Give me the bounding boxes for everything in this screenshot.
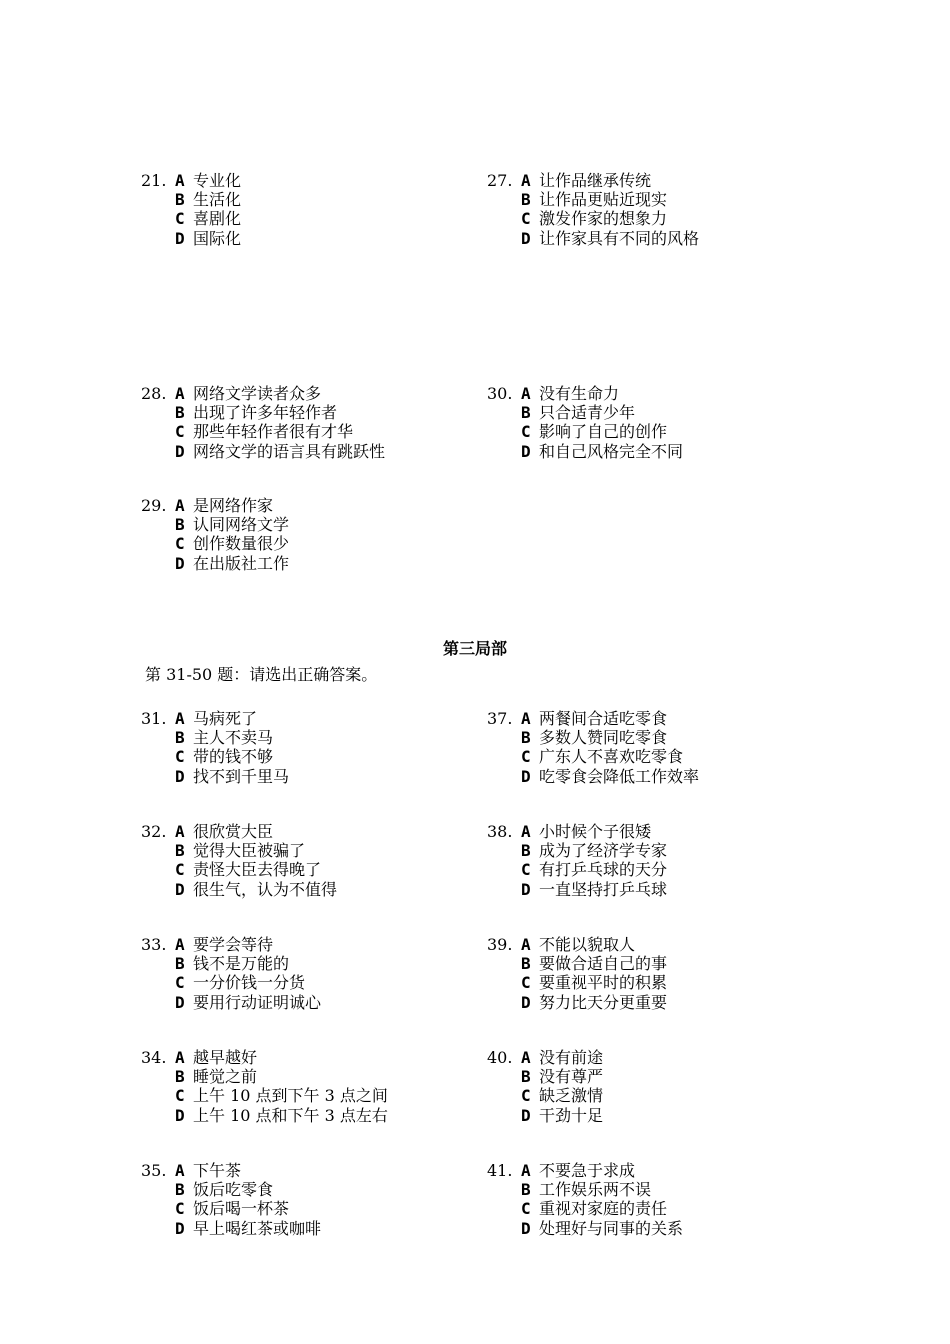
option-row — [487, 747, 699, 766]
option-row — [141, 209, 241, 228]
number-spacer — [141, 973, 175, 992]
option-text: 多数人赞同吃零食 — [539, 728, 668, 748]
option-text: 一分价钱一分货 — [193, 973, 306, 993]
option-letter: A — [175, 384, 185, 403]
question-number: 41. — [487, 1161, 513, 1180]
option-row — [487, 1067, 603, 1086]
option-row — [487, 403, 683, 422]
option-row — [487, 1086, 603, 1105]
question-41 — [487, 1161, 683, 1238]
option-row — [487, 1161, 683, 1180]
number-spacer — [487, 1106, 521, 1125]
question-29 — [141, 496, 289, 573]
number-spacer — [487, 954, 521, 973]
number-spacer — [487, 190, 521, 209]
option-row — [141, 190, 241, 209]
question-34 — [141, 1048, 388, 1125]
option-row — [487, 767, 699, 786]
option-row — [141, 1199, 321, 1218]
option-text: 有打乒乓球的天分 — [539, 860, 668, 880]
option-row — [487, 709, 699, 728]
option-letter: B — [521, 841, 531, 861]
option-row — [487, 822, 667, 841]
option-letter: D — [521, 228, 531, 248]
option-row — [487, 954, 667, 973]
option-letter: B — [175, 954, 185, 974]
option-text: 缺乏激情 — [539, 1086, 604, 1106]
number-spacer — [487, 442, 521, 461]
number-spacer — [487, 747, 521, 766]
option-letter: D — [521, 992, 531, 1012]
option-letter: A — [521, 1161, 531, 1180]
option-letter: C — [521, 422, 531, 442]
question-37 — [487, 709, 699, 786]
option-letter: C — [175, 209, 185, 229]
option-row — [487, 935, 667, 954]
option-row — [487, 728, 699, 747]
number-spacer — [487, 229, 521, 248]
option-letter: B — [175, 515, 185, 535]
question-number: 35. — [141, 1161, 167, 1180]
number-spacer — [141, 1219, 175, 1238]
option-letter: A — [175, 1048, 185, 1067]
option-text: 专业化 — [193, 171, 242, 190]
option-text: 马病死了 — [193, 709, 258, 728]
option-row — [141, 860, 337, 879]
option-letter: A — [521, 1048, 531, 1067]
number-spacer — [487, 841, 521, 860]
question-21 — [141, 171, 241, 248]
option-letter: C — [521, 1199, 531, 1219]
option-text: 要用行动证明诚心 — [193, 992, 322, 1012]
option-letter: D — [175, 1105, 185, 1125]
number-spacer — [141, 1067, 175, 1086]
option-row — [141, 1086, 388, 1105]
option-text: 努力比天分更重要 — [539, 992, 668, 1012]
option-row — [141, 1048, 388, 1067]
option-letter: A — [175, 709, 185, 728]
option-letter: B — [521, 190, 531, 210]
option-row — [487, 1180, 683, 1199]
option-text: 没有尊严 — [539, 1067, 604, 1087]
option-row — [487, 1219, 683, 1238]
number-spacer — [141, 190, 175, 209]
option-letter: C — [175, 534, 185, 554]
option-row — [487, 209, 699, 228]
option-letter: C — [521, 973, 531, 993]
number-spacer — [487, 209, 521, 228]
question-number: 27. — [487, 171, 513, 190]
option-row — [141, 515, 289, 534]
number-spacer — [487, 993, 521, 1012]
number-spacer — [141, 515, 175, 534]
question-number: 40. — [487, 1048, 513, 1067]
number-spacer — [141, 422, 175, 441]
number-spacer — [141, 1106, 175, 1125]
option-letter: A — [521, 935, 531, 954]
option-letter: D — [521, 1218, 531, 1238]
option-letter: C — [175, 860, 185, 880]
option-letter: B — [521, 1067, 531, 1087]
option-letter: D — [175, 228, 185, 248]
option-letter: B — [175, 1067, 185, 1087]
question-number: 31. — [141, 709, 167, 728]
option-row — [141, 954, 321, 973]
option-row — [487, 841, 667, 860]
option-text: 上午 10 点到下午 3 点之间 — [193, 1086, 388, 1106]
option-row — [141, 554, 289, 573]
number-spacer — [141, 880, 175, 899]
option-letter: C — [521, 209, 531, 229]
option-text: 在出版社工作 — [193, 553, 290, 573]
option-text: 只合适青少年 — [539, 403, 636, 423]
option-letter: C — [175, 1199, 185, 1219]
question-number: 37. — [487, 709, 513, 728]
option-text: 工作娱乐两不误 — [539, 1180, 652, 1200]
number-spacer — [487, 880, 521, 899]
option-letter: D — [521, 766, 531, 786]
option-text: 找不到千里马 — [193, 766, 290, 786]
option-row — [141, 496, 289, 515]
option-letter: C — [521, 1086, 531, 1106]
option-text: 不能以貌取人 — [539, 935, 636, 954]
option-row — [141, 767, 289, 786]
question-31 — [141, 709, 289, 786]
option-row — [141, 880, 337, 899]
option-row — [487, 229, 699, 248]
option-row — [141, 935, 321, 954]
option-row — [487, 860, 667, 879]
number-spacer — [141, 229, 175, 248]
option-text: 要重视平时的积累 — [539, 973, 668, 993]
option-text: 让作家具有不同的风格 — [539, 228, 700, 248]
option-row — [487, 1048, 603, 1067]
option-letter: A — [175, 171, 185, 190]
option-row — [487, 1106, 603, 1125]
option-text: 上午 10 点和下午 3 点左右 — [193, 1105, 388, 1125]
option-row — [487, 171, 699, 190]
option-letter: A — [175, 496, 185, 515]
option-row — [487, 880, 667, 899]
option-letter: A — [175, 1161, 185, 1180]
option-text: 不要急于求成 — [539, 1161, 636, 1180]
question-number: 39. — [487, 935, 513, 954]
option-row — [141, 822, 337, 841]
option-text: 认同网络文学 — [193, 515, 290, 535]
option-row — [487, 442, 683, 461]
option-letter: C — [175, 747, 185, 767]
option-letter: A — [521, 384, 531, 403]
option-text: 生活化 — [193, 190, 242, 210]
question-number: 30. — [487, 384, 513, 403]
number-spacer — [487, 1067, 521, 1086]
option-row — [141, 422, 385, 441]
number-spacer — [141, 554, 175, 573]
option-text: 干劲十足 — [539, 1105, 604, 1125]
question-32 — [141, 822, 337, 899]
number-spacer — [141, 1199, 175, 1218]
option-row — [141, 841, 337, 860]
option-row — [141, 1219, 321, 1238]
option-text: 小时候个子很矮 — [539, 822, 652, 841]
section-title: 第三局部 — [442, 639, 507, 658]
option-text: 影响了自己的创作 — [539, 422, 668, 442]
option-letter: B — [521, 403, 531, 423]
option-letter: B — [175, 1180, 185, 1200]
option-letter: C — [175, 422, 185, 442]
number-spacer — [141, 767, 175, 786]
option-text: 钱不是万能的 — [193, 954, 290, 974]
question-number: 28. — [141, 384, 167, 403]
option-text: 睡觉之前 — [193, 1067, 258, 1087]
option-letter: B — [521, 954, 531, 974]
option-text: 吃零食会降低工作效率 — [539, 766, 700, 786]
option-row — [141, 171, 241, 190]
option-row — [141, 442, 385, 461]
option-row — [141, 1106, 388, 1125]
number-spacer — [141, 534, 175, 553]
option-letter: D — [175, 879, 185, 899]
option-text: 早上喝红茶或咖啡 — [193, 1218, 322, 1238]
question-number: 29. — [141, 496, 167, 515]
number-spacer — [141, 1086, 175, 1105]
question-number: 21. — [141, 171, 167, 190]
number-spacer — [141, 442, 175, 461]
option-text: 网络文学读者众多 — [193, 384, 322, 403]
option-text: 两餐间合适吃零食 — [539, 709, 668, 728]
question-28 — [141, 384, 385, 461]
option-row — [487, 384, 683, 403]
option-row — [141, 993, 321, 1012]
number-spacer — [487, 1199, 521, 1218]
number-spacer — [141, 728, 175, 747]
option-letter: A — [521, 822, 531, 841]
number-spacer — [487, 1219, 521, 1238]
option-text: 很欣赏大臣 — [193, 822, 274, 841]
number-spacer — [487, 767, 521, 786]
question-number: 38. — [487, 822, 513, 841]
option-row — [487, 993, 667, 1012]
number-spacer — [487, 728, 521, 747]
question-33 — [141, 935, 321, 1012]
question-number: 33. — [141, 935, 167, 954]
option-letter: D — [175, 992, 185, 1012]
option-text: 国际化 — [193, 228, 242, 248]
option-letter: B — [175, 190, 185, 210]
option-row — [141, 747, 289, 766]
option-text: 越早越好 — [193, 1048, 258, 1067]
option-letter: B — [175, 403, 185, 423]
option-text: 出现了许多年轻作者 — [193, 403, 338, 423]
option-text: 饭后喝一杯茶 — [193, 1199, 290, 1219]
option-row — [487, 190, 699, 209]
question-39 — [487, 935, 667, 1012]
option-letter: C — [521, 747, 531, 767]
option-row — [141, 384, 385, 403]
number-spacer — [141, 403, 175, 422]
option-letter: A — [175, 822, 185, 841]
option-text: 下午茶 — [193, 1161, 242, 1180]
option-text: 是网络作家 — [193, 496, 274, 515]
option-letter: B — [175, 841, 185, 861]
option-letter: D — [175, 553, 185, 573]
option-row — [141, 973, 321, 992]
option-letter: D — [175, 1218, 185, 1238]
option-letter: D — [175, 441, 185, 461]
question-30 — [487, 384, 683, 461]
option-text: 创作数量很少 — [193, 534, 290, 554]
option-text: 那些年轻作者很有才华 — [193, 422, 354, 442]
number-spacer — [141, 841, 175, 860]
option-text: 责怪大臣去得晚了 — [193, 860, 322, 880]
question-35 — [141, 1161, 321, 1238]
option-text: 一直坚持打乒乓球 — [539, 879, 668, 899]
section-instruction: 第 31-50 题：请选出正确答案。 — [145, 665, 378, 684]
number-spacer — [487, 403, 521, 422]
option-row — [141, 1067, 388, 1086]
option-text: 让作品继承传统 — [539, 171, 652, 190]
option-row — [141, 728, 289, 747]
question-40 — [487, 1048, 603, 1125]
option-text: 激发作家的想象力 — [539, 209, 668, 229]
option-letter: C — [175, 1086, 185, 1106]
option-text: 喜剧化 — [193, 209, 242, 229]
option-letter: C — [175, 973, 185, 993]
question-38 — [487, 822, 667, 899]
number-spacer — [487, 860, 521, 879]
option-letter: A — [521, 709, 531, 728]
option-text: 觉得大臣被骗了 — [193, 841, 306, 861]
number-spacer — [487, 1086, 521, 1105]
option-letter: D — [521, 441, 531, 461]
option-text: 主人不卖马 — [193, 728, 274, 748]
option-letter: D — [521, 1105, 531, 1125]
option-row — [141, 403, 385, 422]
option-text: 处理好与同事的关系 — [539, 1218, 684, 1238]
option-text: 成为了经济学专家 — [539, 841, 668, 861]
option-text: 要做合适自己的事 — [539, 954, 668, 974]
question-number: 34. — [141, 1048, 167, 1067]
question-number: 32. — [141, 822, 167, 841]
option-letter: B — [175, 728, 185, 748]
number-spacer — [487, 1180, 521, 1199]
option-letter: D — [521, 879, 531, 899]
number-spacer — [141, 954, 175, 973]
option-letter: B — [521, 1180, 531, 1200]
number-spacer — [141, 209, 175, 228]
option-text: 饭后吃零食 — [193, 1180, 274, 1200]
option-row — [487, 1199, 683, 1218]
option-row — [141, 229, 241, 248]
option-letter: A — [521, 171, 531, 190]
number-spacer — [487, 973, 521, 992]
number-spacer — [141, 860, 175, 879]
option-text: 让作品更贴近现实 — [539, 190, 668, 210]
question-27 — [487, 171, 699, 248]
option-text: 没有生命力 — [539, 384, 620, 403]
option-letter: D — [175, 766, 185, 786]
option-row — [141, 534, 289, 553]
option-row — [141, 709, 289, 728]
option-row — [487, 422, 683, 441]
option-text: 没有前途 — [539, 1048, 604, 1067]
option-text: 带的钱不够 — [193, 747, 274, 767]
option-text: 网络文学的语言具有跳跃性 — [193, 441, 386, 461]
option-text: 广东人不喜欢吃零食 — [539, 747, 684, 767]
option-letter: B — [521, 728, 531, 748]
number-spacer — [141, 747, 175, 766]
option-text: 和自己风格完全不同 — [539, 441, 684, 461]
option-letter: A — [175, 935, 185, 954]
number-spacer — [141, 1180, 175, 1199]
option-letter: C — [521, 860, 531, 880]
option-row — [141, 1180, 321, 1199]
option-text: 重视对家庭的责任 — [539, 1199, 668, 1219]
number-spacer — [487, 422, 521, 441]
number-spacer — [141, 993, 175, 1012]
option-text: 很生气，认为不值得 — [193, 879, 338, 899]
option-row — [487, 973, 667, 992]
option-text: 要学会等待 — [193, 935, 274, 954]
option-row — [141, 1161, 321, 1180]
